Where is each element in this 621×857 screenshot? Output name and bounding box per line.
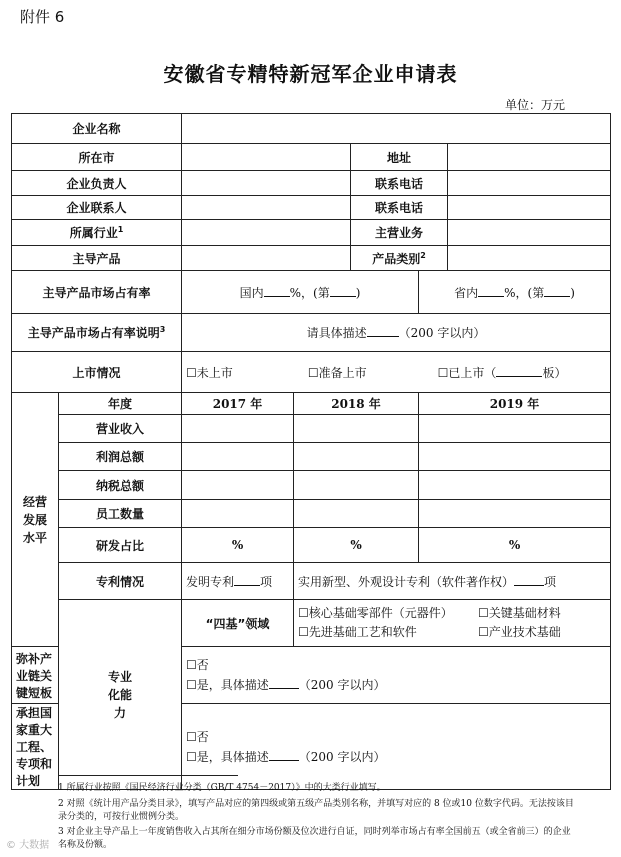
province-share-field[interactable]: 省内 %，(第 ) — [419, 271, 611, 314]
supply-chain-options — [182, 647, 611, 704]
year-2017: 2017 年 — [182, 393, 294, 415]
main-product-label: 主导产品 — [12, 246, 182, 271]
tax-2017[interactable] — [182, 471, 294, 500]
footnote-3: 3 对企业主导产品上一年度销售收入占其所在细分市场份额及位次进行自证，同时列举市场占有率全国前五（或全省前三）的企业名称及份额。 — [58, 827, 571, 850]
industry-field[interactable] — [182, 220, 351, 246]
rd-ratio-2017[interactable]: % — [182, 528, 294, 563]
employees-2018[interactable] — [294, 500, 419, 528]
national-projects-label: 承担国家重大工程、专项和计划 — [12, 704, 59, 790]
city-field[interactable] — [182, 144, 351, 171]
rd-ratio-label: 研发占比 — [59, 528, 182, 563]
national-no-checkbox[interactable]: ☐否 — [186, 729, 209, 744]
domestic-share-field[interactable]: 国内 %，(第 ) — [182, 271, 419, 314]
company-name-label: 企业名称 — [12, 114, 182, 144]
profit-2018[interactable] — [294, 443, 419, 471]
unit-label: 单位：万元 — [504, 98, 565, 112]
phone-field-1[interactable] — [448, 171, 611, 196]
national-projects-options — [182, 704, 611, 790]
year-2018: 2018 年 — [294, 393, 419, 415]
application-form — [11, 113, 611, 790]
employees-label: 员工数量 — [59, 500, 182, 528]
footnote-rule — [58, 775, 238, 776]
rd-ratio-2018[interactable]: % — [294, 528, 419, 563]
form-title: 安徽省专精特新冠军企业申请表 — [163, 62, 458, 86]
market-share-label: 主导产品市场占有率 — [12, 271, 182, 314]
city-label: 所在市 — [12, 144, 182, 171]
listing-not-listed-checkbox[interactable]: ☐未上市 — [186, 365, 233, 380]
tax-2019[interactable] — [419, 471, 611, 500]
supply-chain-yes-checkbox[interactable]: ☐是，具体描述 （200 字以内） — [186, 678, 386, 692]
address-label: 地址 — [351, 144, 448, 171]
watermark: © 大数据 — [6, 840, 50, 851]
revenue-2019[interactable] — [419, 415, 611, 443]
contact-field[interactable] — [182, 196, 351, 220]
main-product-field[interactable] — [182, 246, 351, 271]
key-materials-checkbox[interactable]: ☐关键基础材料 — [478, 606, 561, 620]
main-business-label: 主营业务 — [351, 220, 448, 246]
patents-label: 专利情况 — [59, 563, 182, 600]
footnote-1: 1 所属行业按照《国民经济行业分类（GB/T 4754－2017）》中的大类行业填写。 — [58, 783, 386, 793]
listing-options — [182, 352, 611, 393]
utility-patents-field[interactable]: 实用新型、外观设计专利（软件著作权） 项 — [294, 563, 611, 600]
phone-label-2: 联系电话 — [351, 196, 448, 220]
process-software-checkbox[interactable]: ☐先进基础工艺和软件 — [298, 625, 417, 639]
rd-ratio-2019[interactable]: % — [419, 528, 611, 563]
supply-chain-no-checkbox[interactable]: ☐否 — [186, 658, 209, 672]
profit-2019[interactable] — [419, 443, 611, 471]
operations-section-label: 经营 发展 水平 — [12, 393, 59, 647]
listing-listed-checkbox[interactable]: ☐已上市（ 板） — [437, 365, 567, 380]
main-business-field[interactable] — [448, 220, 611, 246]
tax-2018[interactable] — [294, 471, 419, 500]
phone-field-2[interactable] — [448, 196, 611, 220]
invention-patents-field[interactable]: 发明专利 项 — [182, 563, 294, 600]
listing-label: 上市情况 — [12, 352, 182, 393]
capability-section-label: 专业 化能 力 — [59, 600, 182, 790]
product-category-field[interactable] — [448, 246, 611, 271]
revenue-2017[interactable] — [182, 415, 294, 443]
year-header: 年度 — [59, 393, 182, 415]
profit-2017[interactable] — [182, 443, 294, 471]
phone-label-1: 联系电话 — [351, 171, 448, 196]
contact-label: 企业联系人 — [12, 196, 182, 220]
industry-label: 所属行业$^1$ — [12, 220, 182, 246]
product-category-label: 产品类别$^2$ — [351, 246, 448, 271]
four-basics-label: “四基”领域 — [182, 600, 294, 647]
employees-2017[interactable] — [182, 500, 294, 528]
core-parts-checkbox[interactable]: ☐核心基础零部件（元器件） — [298, 606, 453, 620]
national-yes-checkbox[interactable]: ☐是，具体描述 （200 字以内） — [186, 749, 386, 764]
tech-foundation-checkbox[interactable]: ☐产业技术基础 — [478, 625, 561, 639]
employees-2019[interactable] — [419, 500, 611, 528]
listing-preparing-checkbox[interactable]: ☐准备上市 — [307, 365, 367, 380]
market-note-field[interactable]: 请具体描述 （200 字以内） — [182, 314, 611, 352]
profit-label: 利润总额 — [59, 443, 182, 471]
revenue-2018[interactable] — [294, 415, 419, 443]
revenue-label: 营业收入 — [59, 415, 182, 443]
address-field[interactable] — [448, 144, 611, 171]
market-note-label: 主导产品市场占有率说明$^3$ — [12, 314, 182, 352]
attachment-label: 附件 6 — [20, 8, 65, 26]
year-2019: 2019 年 — [419, 393, 611, 415]
company-name-field[interactable] — [182, 114, 611, 144]
four-basics-options — [294, 600, 611, 647]
legal-rep-label: 企业负责人 — [12, 171, 182, 196]
footnote-2: 2 对照《统计用产品分类目录》，填写产品对应的第四级或第五级产品类别名称，并填写对应的 8 位或10 位数字代码。无法按该目录分类的，可按行业惯例分类。 — [58, 799, 574, 822]
supply-chain-label: 弥补产业链关键短板 — [12, 647, 59, 704]
legal-rep-field[interactable] — [182, 171, 351, 196]
tax-label: 纳税总额 — [59, 471, 182, 500]
